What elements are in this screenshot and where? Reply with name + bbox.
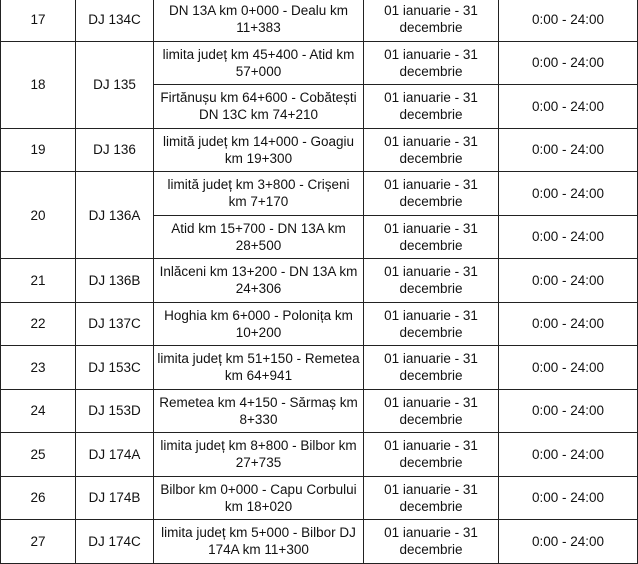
road-code: DJ 174A [76,433,154,477]
row-number: 24 [1,389,76,433]
road-code: DJ 153C [76,346,154,390]
road-section: Firtănușu km 64+600 - Cobătești DN 13C km 74+210 [154,85,364,129]
table-row [1,346,638,390]
road-section: DN 13A km 0+000 - Dealu km 11+383 [154,0,364,41]
period: 01 ianuarie - 31 decembrie [364,215,499,259]
road-code: DJ 174C [76,520,154,564]
row-number: 27 [1,520,76,564]
hours: 0:00 - 24:00 [499,389,638,433]
road-section: Hoghia km 6+000 - Polonița km 10+200 [154,302,364,346]
hours: 0:00 - 24:00 [499,476,638,520]
table-row [1,41,638,85]
road-section: limita județ km 45+400 - Atid km 57+000 [154,41,364,85]
road-code: DJ 174B [76,476,154,520]
period: 01 ianuarie - 31 decembrie [364,433,499,477]
road-code: DJ 134C [76,0,154,41]
row-number: 26 [1,476,76,520]
hours: 0:00 - 24:00 [499,172,638,216]
row-number: 21 [1,259,76,303]
table-row [1,433,638,477]
period: 01 ianuarie - 31 decembrie [364,128,499,172]
hours: 0:00 - 24:00 [499,302,638,346]
road-section: Atid km 15+700 - DN 13A km 28+500 [154,215,364,259]
hours: 0:00 - 24:00 [499,433,638,477]
table-row [1,0,638,41]
row-number: 17 [1,0,76,41]
period: 01 ianuarie - 31 decembrie [364,346,499,390]
period: 01 ianuarie - 31 decembrie [364,41,499,85]
row-number: 20 [1,172,76,259]
road-code: DJ 136 [76,128,154,172]
period: 01 ianuarie - 31 decembrie [364,520,499,564]
hours: 0:00 - 24:00 [499,346,638,390]
table-row [1,389,638,433]
table-row [1,520,638,564]
hours: 0:00 - 24:00 [499,0,638,41]
hours: 0:00 - 24:00 [499,85,638,129]
road-section: limită județ km 3+800 - Crișeni km 7+170 [154,172,364,216]
row-number: 18 [1,41,76,128]
period: 01 ianuarie - 31 decembrie [364,259,499,303]
period: 01 ianuarie - 31 decembrie [364,302,499,346]
period: 01 ianuarie - 31 decembrie [364,389,499,433]
table-body [1,0,638,563]
road-section: Remetea km 4+150 - Sărmaș km 8+330 [154,389,364,433]
table-row [1,302,638,346]
row-number: 25 [1,433,76,477]
period: 01 ianuarie - 31 decembrie [364,0,499,41]
hours: 0:00 - 24:00 [499,128,638,172]
road-code: DJ 137C [76,302,154,346]
road-section: Bilbor km 0+000 - Capu Corbului km 18+020 [154,476,364,520]
hours: 0:00 - 24:00 [499,41,638,85]
road-code: DJ 136B [76,259,154,303]
road-section: limita județ km 5+000 - Bilbor DJ 174A km 11+300 [154,520,364,564]
table-row [1,259,638,303]
road-section: Inlăceni km 13+200 - DN 13A km 24+306 [154,259,364,303]
table-row [1,128,638,172]
road-section: limită județ km 14+000 - Goagiu km 19+300 [154,128,364,172]
hours: 0:00 - 24:00 [499,215,638,259]
table-row [1,172,638,216]
hours: 0:00 - 24:00 [499,259,638,303]
road-code: DJ 136A [76,172,154,259]
period: 01 ianuarie - 31 decembrie [364,85,499,129]
row-number: 19 [1,128,76,172]
table-row [1,476,638,520]
road-section: limita județ km 51+150 - Remetea km 64+941 [154,346,364,390]
row-number: 22 [1,302,76,346]
road-section: limita județ km 8+800 - Bilbor km 27+735 [154,433,364,477]
road-code: DJ 153D [76,389,154,433]
road-code: DJ 135 [76,41,154,128]
hours: 0:00 - 24:00 [499,520,638,564]
period: 01 ianuarie - 31 decembrie [364,476,499,520]
period: 01 ianuarie - 31 decembrie [364,172,499,216]
row-number: 23 [1,346,76,390]
